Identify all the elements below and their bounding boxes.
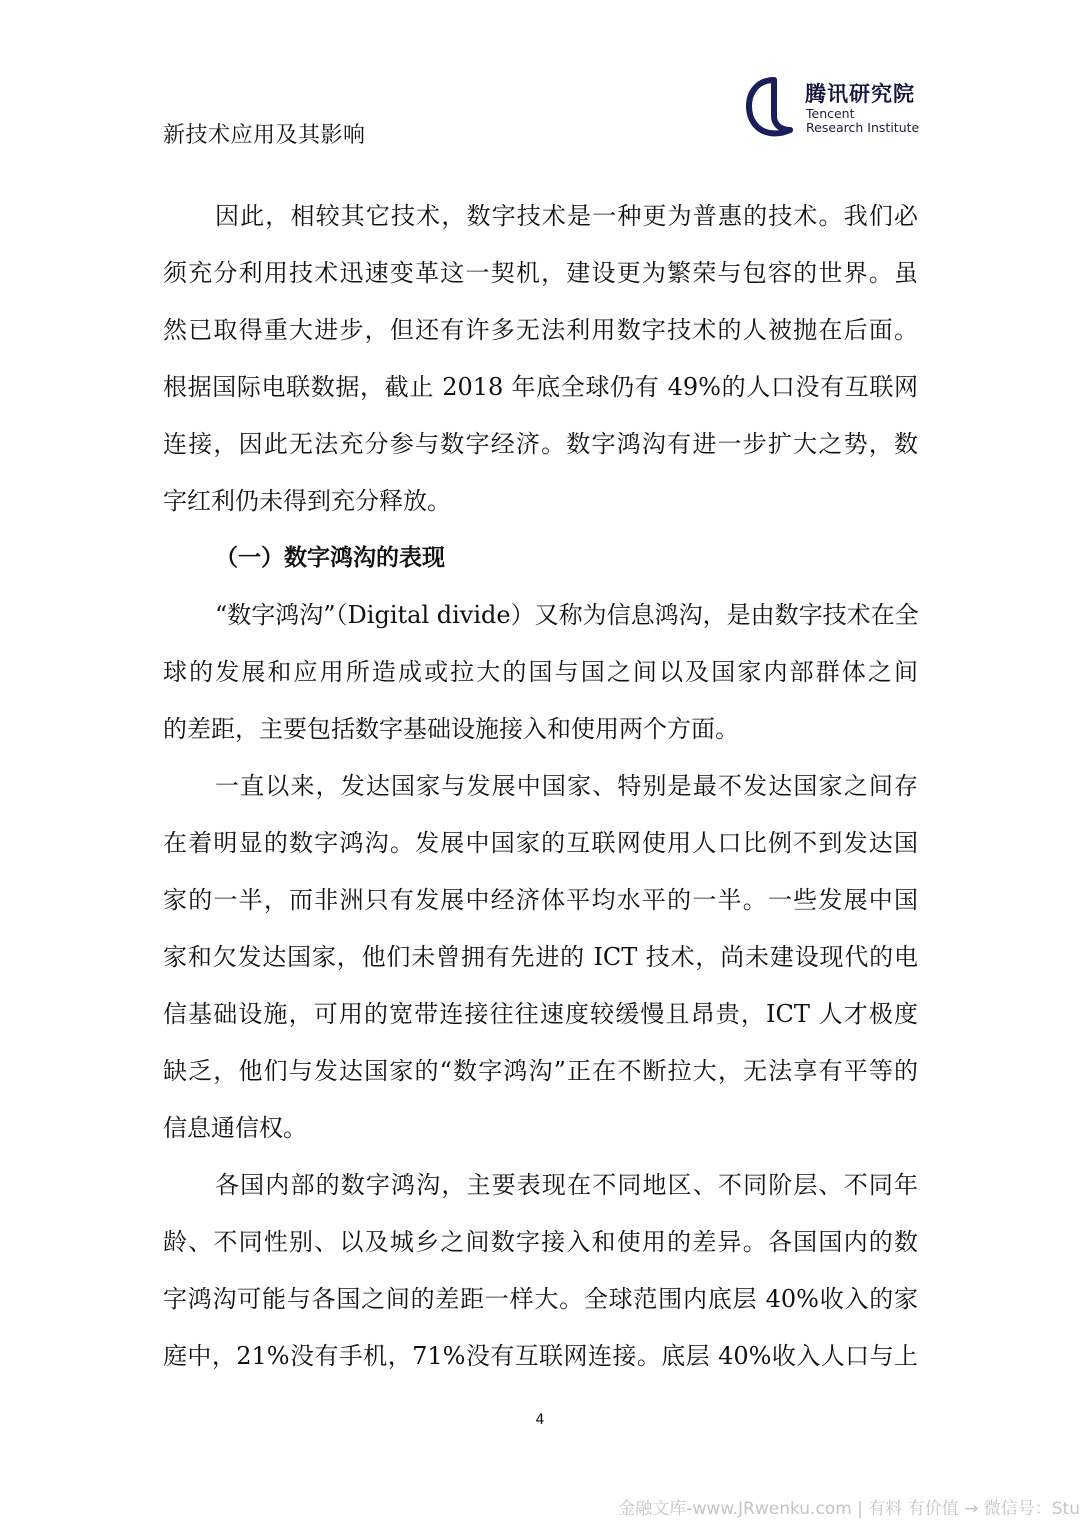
body-line: “数字鸿沟”（Digital divide）又称为信息鸿沟，是由数字技术在全 xyxy=(215,601,919,629)
body-line: 的差距，主要包括数字基础设施接入和使用两个方面。 xyxy=(163,715,739,743)
body-line: 字鸿沟可能与各国之间的差距一样大。全球范围内底层 40%收入的家 xyxy=(163,1285,918,1313)
body-line: 信基础设施，可用的宽带连接往往速度较缓慢且昂贵，ICT 人才极度 xyxy=(163,1000,918,1028)
page-number: 4 xyxy=(535,1412,545,1428)
body-line: 家的一半，而非洲只有发展中经济体平均水平的一半。一些发展中国 xyxy=(163,886,918,914)
document-body xyxy=(163,188,918,1385)
body-line: 因此，相较其它技术，数字技术是一种更为普惠的技术。我们必 xyxy=(215,202,918,230)
body-line: 然已取得重大进步，但还有许多无法利用数字技术的人被抛在后面。 xyxy=(163,316,918,344)
logo-name-en-line2: Research Institute xyxy=(806,120,920,135)
tencent-logo-icon xyxy=(744,76,796,138)
body-line: 须充分利用技术迅速变革这一契机，建设更为繁荣与包容的世界。虽 xyxy=(163,259,918,287)
logo-name-en-line1: Tencent xyxy=(806,106,855,121)
body-line: 一直以来，发达国家与发展中国家、特别是最不发达国家之间存 xyxy=(215,772,918,800)
body-line: 连接，因此无法充分参与数字经济。数字鸿沟有进一步扩大之势，数 xyxy=(163,430,918,458)
body-line: 字红利仍未得到充分释放。 xyxy=(163,487,451,515)
watermark-text: 金融文库-www.JRwenku.com | 有料 有价值 → 微信号：Stu xyxy=(618,1499,1080,1519)
body-line: 缺乏，他们与发达国家的“数字鸿沟”正在不断拉大，无法享有平等的 xyxy=(163,1057,918,1085)
body-line: 球的发展和应用所造成或拉大的国与国之间以及国家内部群体之间 xyxy=(163,658,918,686)
body-line: 各国内部的数字鸿沟，主要表现在不同地区、不同阶层、不同年 xyxy=(215,1171,918,1199)
body-line: 信息通信权。 xyxy=(163,1114,307,1142)
document-header-title: 新技术应用及其影响 xyxy=(163,123,366,148)
body-line: 龄、不同性别、以及城乡之间数字接入和使用的差异。各国国内的数 xyxy=(163,1228,918,1256)
body-line: 家和欠发达国家，他们未曾拥有先进的 ICT 技术，尚未建设现代的电 xyxy=(163,943,918,971)
section-subheading: （一）数字鸿沟的表现 xyxy=(215,545,445,571)
body-line: 根据国际电联数据，截止 2018 年底全球仍有 49%的人口没有互联网 xyxy=(163,373,918,401)
body-line: 庭中，21%没有手机，71%没有互联网连接。底层 40%收入人口与上 xyxy=(163,1342,918,1370)
body-line: 在着明显的数字鸿沟。发展中国家的互联网使用人口比例不到发达国 xyxy=(163,829,918,857)
tencent-research-logo xyxy=(744,76,944,142)
logo-name-en xyxy=(806,107,919,135)
logo-name-cn: 腾讯研究院 xyxy=(805,82,915,106)
